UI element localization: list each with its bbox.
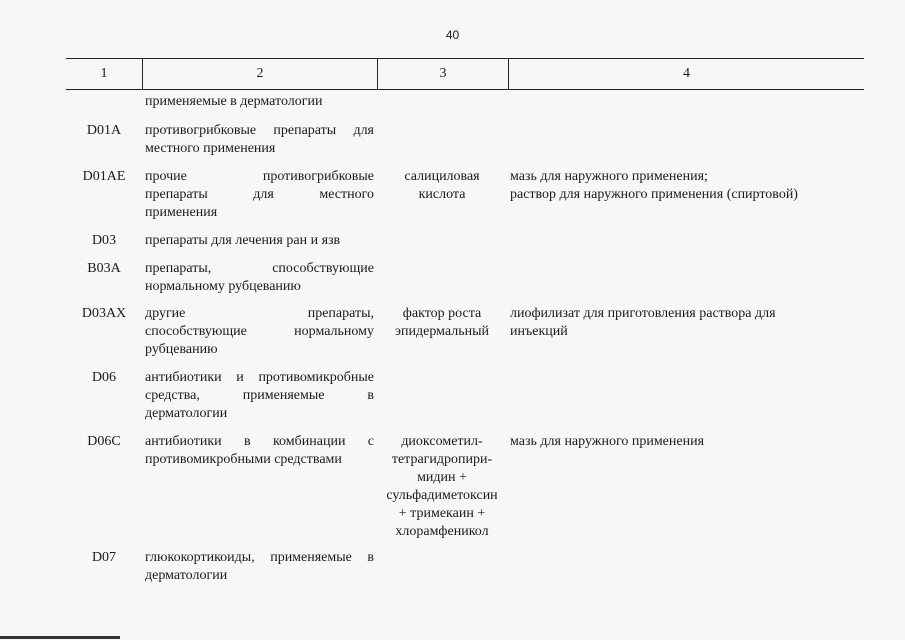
group-name [145,168,374,222]
group-name-line: прочие противогрибковые [145,169,374,184]
table-header [66,58,864,90]
atc-code: B03A [87,261,121,276]
group-name-line: рубцеванию [145,342,218,357]
group-name-line: нормальному рубцеванию [145,279,301,294]
atc-code: D07 [91,550,117,565]
group-name-line: глюкокортикоиды, применяемые в [145,550,374,565]
group-name [145,549,374,585]
header-col-3: 3 [439,66,447,81]
dosage-form-line: раствор для наружного применения (спиртовой) [510,187,798,202]
drug-name [378,433,506,541]
dosage-form-line: лиофилизат для приготовления раствора для [510,306,776,321]
group-name-line: противогрибковые препараты для [145,123,374,138]
atc-code: D06C [87,434,121,449]
group-name-line: средства, применяемые в [145,388,374,403]
group-name-line: препараты для местного [145,187,374,202]
group-name-line: антибиотики в комбинации с [145,434,374,449]
page-number: 40 [445,28,460,42]
group-name-line: применяемые в дерматологии [145,94,323,109]
scan-edge-mark [0,636,120,639]
drug-name-line: диоксометил- [401,434,483,449]
group-name [145,232,374,250]
group-name-line: местного применения [145,141,276,156]
drug-name-line: сульфадиметоксин [386,488,498,503]
drug-name-line: мидин + [417,470,467,485]
group-name-line: препараты для лечения ран и язв [145,233,341,248]
drug-name-line: эпидермальный [395,324,489,339]
group-name [145,305,374,359]
group-name-line: другие препараты, [145,306,374,321]
group-name-line: дерматологии [145,406,228,421]
drug-name-line: салициловая [404,169,480,184]
group-name-line: противомикробными средствами [145,452,342,467]
atc-code: D03 [91,233,117,248]
group-name-line: применения [145,205,218,220]
atc-code: D01A [86,123,122,138]
drug-name [378,168,506,204]
header-col-4: 4 [683,66,690,81]
drug-name-line: хлорамфеникол [395,524,489,539]
atc-code: D03AX [81,306,127,321]
group-name-line: способствующие нормальному [145,324,374,339]
dosage-form-line: мазь для наружного применения; [510,169,708,184]
dosage-form [510,168,855,204]
header-col-2: 2 [256,66,264,81]
drug-name-line: + тримекаин + [398,506,486,521]
atc-code: D01AE [82,169,126,184]
group-name [145,369,374,423]
group-name [145,433,374,469]
header-col-1: 1 [100,66,108,81]
group-name-line: антибиотики и противомикробные [145,370,374,385]
group-name [145,260,374,296]
group-name [145,122,374,158]
dosage-form [510,433,855,451]
group-name [145,93,374,111]
drug-name-line: тетрагидропири- [391,452,493,467]
drug-name [378,305,506,341]
atc-code: D06 [91,370,117,385]
drug-name-line: кислота [418,187,466,202]
dosage-form-line: мазь для наружного применения [510,434,705,449]
group-name-line: дерматологии [145,568,228,583]
group-name-line: препараты, способствующие [145,261,374,276]
dosage-form-line: инъекций [510,324,568,339]
drug-name-line: фактор роста [402,306,482,321]
dosage-form [510,305,855,341]
